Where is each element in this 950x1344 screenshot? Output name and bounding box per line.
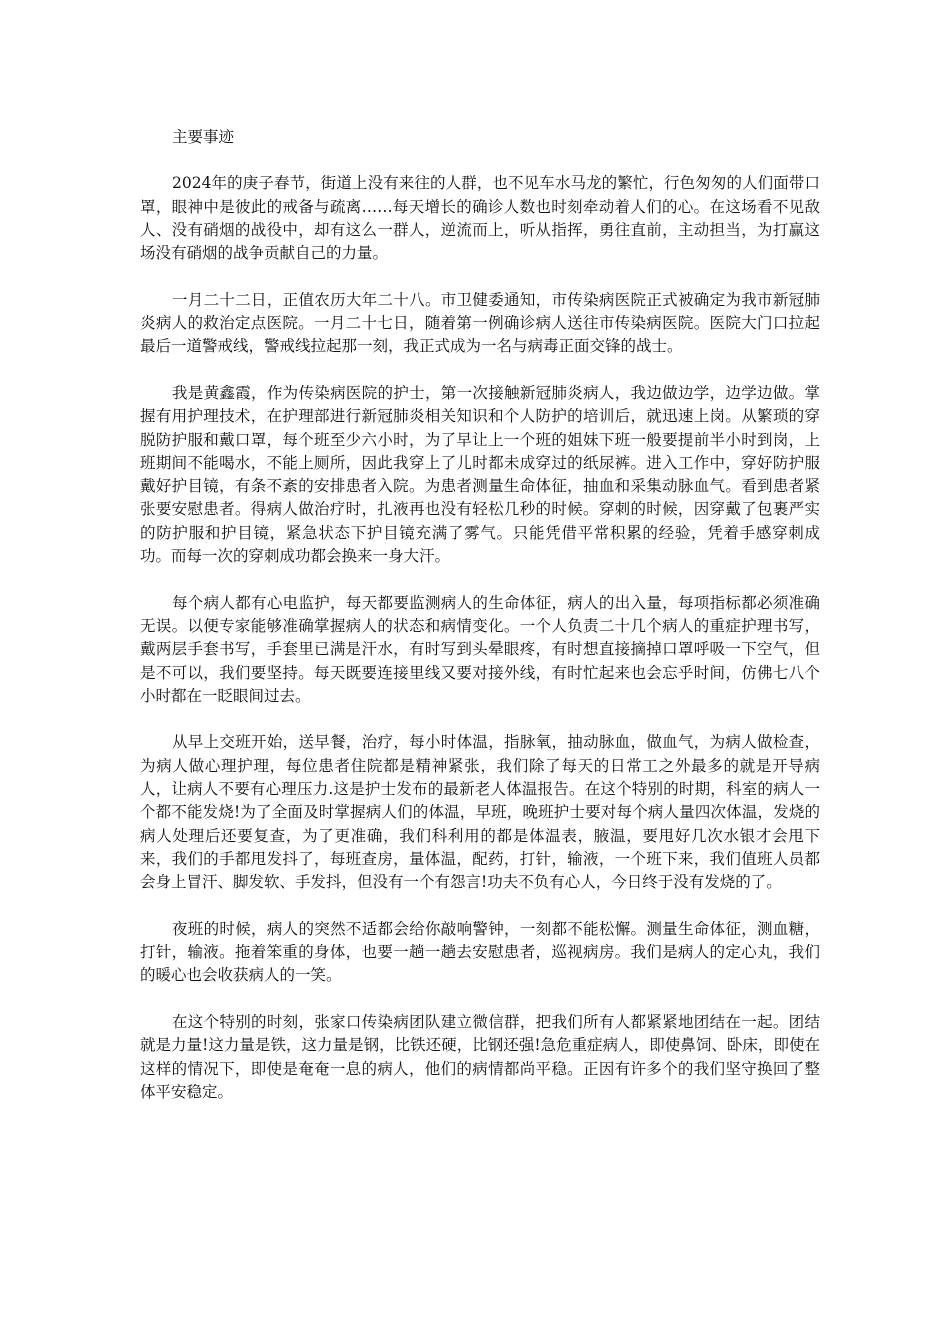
section-heading: 主要事迹 <box>172 128 235 146</box>
paragraph-7: 在这个特别的时刻，张家口传染病团队建立微信群，把我们所有人都紧紧地团结在一起。团结就是力量!这力量是铁，这力量是钢，比铁还硬，比钢还强!急危重症病人，即使鼻饲、卧床，即使在这样的情况下，即使是奄奄一息的病人，他们的病情都尚平稳。正因有许多个的我们坚守换回了整体平安稳定。 <box>140 1012 820 1101</box>
document-page <box>140 126 820 1127</box>
paragraph-3: 我是黄鑫霞，作为传染病医院的护士，第一次接触新冠肺炎病人，我边做边学，边学边做。掌握有用护理技术，在护理部进行新冠肺炎相关知识和个人防护的培训后，就迅速上岗。从繁琐的穿脱防护服和戴口罩，每个班至少六小时，为了早让上一个班的姐妹下班一般要提前半小时到岗，上班期间不能喝水，不能上厕所，因此我穿上了儿时都未成穿过的纸尿裤。进入工作中，穿好防护服戴好护目镜，有条不紊的安排患者入院。为患者测量生命体征，抽血和采集动脉血气。看到患者紧张要安慰患者。得病人做治疗时，扎液再也没有轻松几秒的时候。穿刺的时候，因穿戴了包裹严实的防护服和护目镜，紧急状态下护目镜充满了雾气。只能凭借平常积累的经验，凭着手感穿刺成功。而每一次的穿刺成功都会换来一身大汗。 <box>140 383 820 566</box>
paragraph-4: 每个病人都有心电监护，每天都要监测病人的生命体征，病人的出入量，每项指标都必须准确无误。以便专家能够准确掌握病人的状态和病情变化。一个人负责二十几个病人的重症护理书写，戴两层手套书写，手套里已满是汗水，有时写到头晕眼疼，有时想直接摘掉口罩呼吸一下空气，但是不可以，我们要坚持。每天既要连接里线又要对接外线，有时忙起来也会忘乎时间，仿佛七八个小时都在一眨眼间过去。 <box>140 593 820 705</box>
paragraph-6: 夜班的时候，病人的突然不适都会给你敲响警钟，一刻都不能松懈。测量生命体征，测血糖，打针，输液。拖着笨重的身体，也要一趟一趟去安慰患者，巡视病房。我们是病人的定心丸，我们的暖心也会收获病人的一笑。 <box>140 919 820 985</box>
paragraph-5: 从早上交班开始，送早餐，治疗，每小时体温，指脉氧，抽动脉血，做血气，为病人做检查，为病人做心理护理，每位患者住院都是精神紧张，我们除了每天的日常工之外最多的就是开导病人，让病人不要有心理压力.这是护士发布的最新老人体温报告。在这个特别的时期，科室的病人一个都不能发烧!为了全面及时掌握病人们的体温，早班，晚班护士要对每个病人量四次体温，发烧的病人处理后还要复查，为了更准确，我们科利用的都是体温表，腋温，要甩好几次水银才会甩下来，我们的手都甩发抖了，每班查房，量体温，配药，打针，输液，一个班下来，我们值班人员都会身上冒汗、脚发软、手发抖，但没有一个有怨言!功夫不负有心人，今日终于没有发烧的了。 <box>140 733 820 892</box>
paragraph-1: 2024年的庚子春节，街道上没有来往的人群，也不见车水马龙的繁忙，行色匆匆的人们面带口罩，眼神中是彼此的戒备与疏离……每天增长的确诊人数也时刻牵动着人们的心。在这场看不见敌人、没有硝烟的战役中，却有这么一群人，逆流而上，听从指挥，勇往直前，主动担当，为打赢这场没有硝烟的战争贡献自己的力量。 <box>140 174 820 263</box>
paragraph-2: 一月二十二日，正值农历大年二十八。市卫健委通知，市传染病医院正式被确定为我市新冠肺炎病人的救治定点医院。一月二十七日，随着第一例确诊病人送往市传染病医院。医院大门口拉起最后一道警戒线，警戒线拉起那一刻，我正式成为一名与病毒正面交锋的战士。 <box>140 290 820 356</box>
